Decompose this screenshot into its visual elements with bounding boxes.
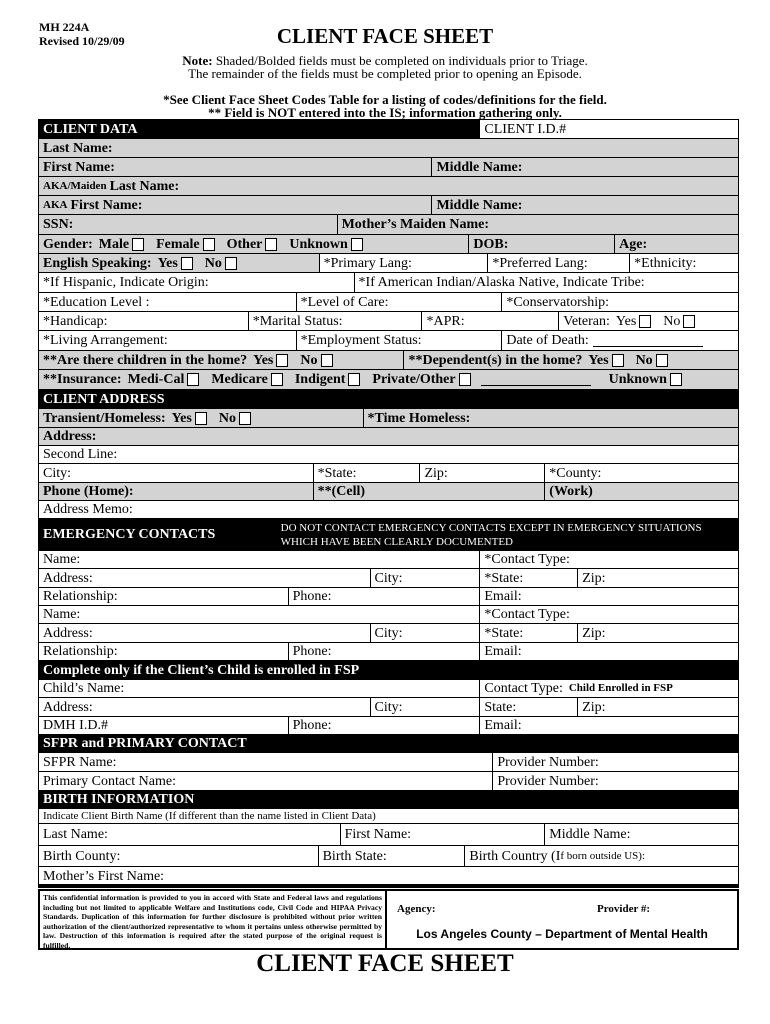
field-label: City:	[374, 625, 403, 641]
option-female[interactable]	[150, 236, 221, 253]
field-apr[interactable]	[422, 312, 559, 330]
form-row	[39, 680, 738, 698]
field-label: Name:	[43, 607, 81, 622]
option-medi-cal[interactable]	[122, 371, 206, 388]
form-row	[39, 483, 738, 501]
field-label: **Insurance:	[43, 372, 122, 387]
field-transient-homeless[interactable]	[39, 409, 364, 427]
field-are-there-children-in-the-home[interactable]	[39, 351, 404, 369]
field-label: Name:	[43, 552, 81, 567]
field-label: **(Cell)	[317, 484, 366, 499]
field-label: Zip:	[582, 625, 606, 641]
field-label: Zip:	[582, 570, 606, 586]
option-label: No	[663, 313, 681, 329]
field-conservatorship[interactable]	[502, 293, 738, 311]
field-state[interactable]	[480, 624, 578, 642]
footer-box	[38, 889, 739, 950]
form-row	[39, 235, 738, 254]
option-label: Other	[226, 236, 263, 252]
option-label: Yes	[588, 352, 609, 368]
field-contact-type[interactable]	[480, 606, 738, 623]
form-row	[39, 446, 738, 464]
field-label: *Conservatorship:	[506, 294, 609, 310]
option-label: No	[204, 255, 222, 271]
section-header-client-data	[39, 120, 480, 138]
option-label: Yes	[157, 255, 178, 271]
section-header-emergency-contacts	[39, 519, 277, 550]
form-row	[39, 331, 738, 351]
option-yes[interactable]	[247, 352, 294, 369]
field-label: Zip:	[582, 699, 606, 715]
checkbox[interactable]	[348, 373, 360, 386]
field-label: Address:	[43, 429, 97, 444]
field-phone[interactable]	[289, 588, 481, 605]
option-yes[interactable]	[582, 352, 629, 369]
option-label: No	[218, 410, 236, 426]
field-last-name[interactable]	[39, 177, 738, 195]
field-ethnicity[interactable]	[630, 254, 738, 272]
field-label: Zip:	[424, 465, 448, 481]
field-label: Birth Country (I	[469, 848, 561, 864]
field-sfpr-name[interactable]	[39, 753, 493, 771]
form-row	[39, 772, 738, 791]
field-indicate-client-birth-name-if-different-than-the-name-listed-in-client-data[interactable]	[39, 809, 738, 823]
checkbox[interactable]	[181, 257, 193, 270]
field-label: Child’s Name:	[43, 681, 125, 696]
checkbox[interactable]	[187, 373, 199, 386]
option-no[interactable]	[657, 313, 701, 330]
field-label: Address:	[43, 625, 93, 641]
form-row	[39, 791, 738, 809]
field-veteran[interactable]	[559, 312, 738, 330]
checkbox[interactable]	[670, 373, 682, 386]
field-employment-status[interactable]	[297, 331, 503, 350]
option-no[interactable]	[199, 255, 243, 272]
field-label: Email:	[484, 589, 522, 604]
field-state[interactable]	[314, 464, 421, 482]
department-name: Los Angeles County – Department of Mental Health	[416, 927, 708, 941]
field-label: Email:	[484, 718, 522, 733]
field-label: *If American Indian/Alaska Native, Indicate Tribe:	[358, 275, 645, 290]
field-child-s-name[interactable]	[39, 680, 480, 697]
form-row	[39, 464, 738, 483]
agency-box	[387, 891, 737, 948]
form-row	[39, 120, 738, 139]
field-handicap[interactable]	[39, 312, 249, 330]
field-label: Mother’s Maiden Name:	[341, 217, 490, 232]
field-client-i-d[interactable]	[480, 120, 738, 138]
field-age[interactable]	[615, 235, 738, 253]
field-label: English Speaking:	[43, 255, 152, 271]
field-if-hispanic-indicate-origin[interactable]	[39, 273, 355, 292]
field-label: Address Memo:	[43, 502, 133, 517]
form-row	[39, 661, 738, 680]
form-row	[39, 569, 738, 588]
field-label: *Employment Status:	[300, 333, 422, 348]
field-zip[interactable]	[578, 698, 738, 716]
option-no[interactable]	[294, 352, 338, 369]
form-row	[39, 177, 738, 196]
form-row	[39, 735, 738, 753]
form-row	[39, 273, 738, 293]
form-row	[39, 428, 738, 446]
field-label: Second Line:	[43, 447, 118, 462]
field-label: State:	[484, 699, 517, 715]
field-label: Date of Death:	[506, 333, 589, 348]
field-label: Last Name:	[109, 178, 180, 194]
field-contact-type[interactable]	[480, 680, 738, 697]
form-row	[39, 643, 738, 661]
field-primary-lang[interactable]	[320, 254, 489, 272]
field-email[interactable]	[480, 588, 738, 605]
checkbox[interactable]	[239, 412, 251, 425]
field-label: Middle Name:	[436, 197, 523, 213]
form-row	[39, 139, 738, 158]
field-label: DO NOT CONTACT EMERGENCY CONTACTS EXCEPT IN EMERGENCY SITUATIONS WHICH HAVE BEEN CLEARLY DOCUMENTED	[280, 521, 702, 548]
bottom-title: CLIENT FACE SHEET	[256, 950, 514, 977]
field-education-level[interactable]	[39, 293, 297, 311]
field-label: Provider Number:	[497, 773, 599, 789]
field-label: *Living Arrangement:	[43, 333, 168, 348]
checkbox[interactable]	[195, 412, 207, 425]
form-row	[39, 293, 738, 312]
form-row	[39, 606, 738, 624]
field-label: *Contact Type:	[484, 607, 570, 622]
field-middle-name[interactable]	[432, 196, 738, 214]
field-label: SSN:	[43, 217, 74, 232]
field-ssn[interactable]	[39, 215, 338, 234]
note-label: Note:	[182, 53, 213, 68]
field-provider-number[interactable]	[493, 753, 738, 771]
field-label: Complete only if the Client’s Child is enrolled in FSP	[43, 662, 360, 678]
checkbox[interactable]	[612, 354, 624, 367]
form-row	[39, 312, 738, 331]
field-work[interactable]	[545, 483, 738, 500]
field-phone-home[interactable]	[39, 483, 314, 500]
field-if-american-indian-alaska-native-indicate-tribe[interactable]	[355, 273, 738, 292]
field-middle-name[interactable]	[545, 824, 738, 845]
field-date-of-death[interactable]	[502, 331, 738, 350]
client-face-sheet-form	[38, 119, 739, 886]
field-label: Phone:	[292, 589, 332, 604]
field-label: Birth State:	[322, 848, 387, 864]
revision-date: Revised 10/29/09	[39, 34, 125, 48]
option-label: Private/Other	[372, 372, 456, 387]
field-label: Email:	[484, 644, 522, 659]
option-label: Unknown	[289, 236, 348, 252]
checkbox[interactable]	[459, 373, 471, 386]
field-zip[interactable]	[578, 569, 738, 587]
field-last-name[interactable]	[39, 824, 341, 845]
field-address[interactable]	[39, 698, 371, 716]
field-level-of-care[interactable]	[297, 293, 503, 311]
field-label: *State:	[484, 625, 524, 641]
field-name[interactable]	[39, 606, 480, 623]
field-label: Middle Name:	[436, 159, 523, 175]
form-row	[39, 215, 738, 235]
field-suffix: Child Enrolled in FSP	[568, 682, 673, 694]
checkbox[interactable]	[203, 238, 215, 251]
field-label: Birth County:	[43, 848, 121, 864]
option-male[interactable]	[93, 236, 150, 253]
form-row	[39, 390, 738, 409]
checkbox[interactable]	[351, 238, 363, 251]
field-city[interactable]	[371, 698, 481, 716]
field-label: First Name:	[344, 827, 412, 842]
field-label: **Dependent(s) in the home?	[408, 352, 583, 368]
field-label: Contact Type:	[484, 681, 563, 696]
field-last-name[interactable]	[39, 139, 738, 157]
option-no[interactable]	[630, 352, 674, 369]
option-yes[interactable]	[152, 255, 199, 272]
field-label: CLIENT DATA	[43, 121, 138, 137]
section-header-do-not-contact-emergency-contacts-except-in-emergency-situations-which-have-been-clearly-documented	[277, 519, 738, 550]
field-label: *Handicap:	[43, 313, 108, 329]
field-label: Gender:	[43, 236, 93, 252]
section-header-complete-only-if-the-client-s-child-is-enrolled-in-fsp	[39, 661, 738, 679]
field-label: Relationship:	[43, 589, 118, 604]
field-relationship[interactable]	[39, 643, 289, 660]
agency-field[interactable]: Agency:	[397, 903, 436, 915]
divider	[38, 884, 739, 888]
field-zip[interactable]	[578, 624, 738, 642]
field-contact-type[interactable]	[480, 551, 738, 568]
field-county[interactable]	[545, 464, 738, 482]
field-label: *Marital Status:	[252, 313, 343, 329]
field-label: *Education Level :	[43, 294, 150, 310]
field-label: Phone (Home):	[43, 484, 134, 499]
option-medicare[interactable]	[205, 371, 289, 388]
field-primary-contact-name[interactable]	[39, 772, 493, 790]
field-label: Indicate Client Birth Name (If different than the name listed in Client Data)	[43, 809, 376, 822]
blank-line-field[interactable]	[481, 374, 591, 386]
option-no[interactable]	[213, 410, 257, 427]
option-label: Indigent	[294, 372, 346, 387]
form-row	[39, 588, 738, 606]
option-label: Unknown	[608, 372, 667, 387]
field-address[interactable]	[39, 428, 738, 445]
field-label: CLIENT I.D.#	[484, 121, 567, 137]
form-row	[39, 867, 738, 885]
codes-note: *See Client Face Sheet Codes Table for a listing of codes/definitions for the field.	[163, 92, 607, 107]
field-label: Last Name:	[43, 140, 113, 156]
field-label: Address:	[43, 699, 93, 715]
field-label: *State:	[484, 570, 524, 586]
note-line-2: The remainder of the fields must be completed prior to opening an Episode.	[188, 66, 582, 81]
field-second-line[interactable]	[39, 446, 738, 463]
option-label: Yes	[171, 410, 192, 426]
field-label: *If Hispanic, Indicate Origin:	[43, 275, 209, 290]
checkbox[interactable]	[276, 354, 288, 367]
field-label: City:	[43, 465, 72, 481]
option-unknown[interactable]	[603, 371, 688, 388]
provider-number-field[interactable]: Provider #:	[597, 903, 651, 915]
blank-line-field[interactable]	[593, 335, 703, 347]
form-number: MH 224A	[39, 20, 90, 34]
field-gender[interactable]	[39, 235, 469, 253]
field-middle-name[interactable]	[432, 158, 738, 176]
field-provider-number[interactable]	[493, 772, 738, 790]
field-name[interactable]	[39, 551, 480, 568]
field-relationship[interactable]	[39, 588, 289, 605]
field-city[interactable]	[371, 624, 481, 642]
field-label: *APR:	[426, 313, 465, 329]
field-mother-s-first-name[interactable]	[39, 867, 738, 885]
field-preferred-lang[interactable]	[488, 254, 630, 272]
field-label: DOB:	[473, 236, 509, 252]
field-label: Mother’s First Name:	[43, 868, 165, 884]
field-label: *Primary Lang:	[323, 255, 412, 271]
field-label: SFPR and PRIMARY CONTACT	[43, 736, 247, 751]
field-dob[interactable]	[469, 235, 615, 253]
option-yes[interactable]	[166, 410, 213, 427]
option-indigent[interactable]	[289, 371, 367, 388]
field-label: First Name:	[70, 197, 143, 213]
is-note: ** Field is NOT entered into the IS; information gathering only.	[208, 105, 562, 120]
field-phone[interactable]	[289, 643, 481, 660]
option-label: Yes	[253, 352, 274, 368]
confidentiality-notice: This confidential information is provided to you in accord with State and Federal laws and regulations including but not limited to applicable Welfare and Institutions code, Civil Code and HIPAA Privacy Standards. Duplication of this information for further disclosure is prohibited without prior written authorization of the client/authorized representative to whom it pertains unless otherwise permitted by law. Destruction of this information is required after the stated purpose of the original request is fulfilled.	[40, 891, 387, 948]
field-label: *Level of Care:	[300, 294, 389, 310]
form-row	[39, 717, 738, 735]
section-header-birth-information	[39, 791, 738, 808]
field-label: CLIENT ADDRESS	[43, 391, 165, 407]
form-row	[39, 824, 738, 846]
section-header-sfpr-and-primary-contact	[39, 735, 738, 752]
field-label: BIRTH INFORMATION	[43, 792, 195, 807]
field-label: First Name:	[43, 159, 115, 175]
field-label: Phone:	[292, 644, 332, 659]
field-label: *Time Homeless:	[367, 410, 471, 426]
field-label: Transient/Homeless:	[43, 410, 166, 426]
option-label: No	[635, 352, 653, 368]
option-label: Yes	[615, 313, 637, 329]
field-city[interactable]	[371, 569, 481, 587]
form-row	[39, 551, 738, 569]
field-birth-county[interactable]	[39, 846, 319, 866]
field-address[interactable]	[39, 624, 371, 642]
field-first-name[interactable]	[39, 158, 432, 176]
field-label: **Are there children in the home?	[43, 352, 248, 368]
option-yes[interactable]	[610, 313, 657, 330]
field-address[interactable]	[39, 569, 371, 587]
field-label: Age:	[619, 236, 648, 252]
field-label: Primary Contact Name:	[43, 773, 176, 789]
page-title: CLIENT FACE SHEET	[276, 24, 494, 48]
field-email[interactable]	[480, 643, 738, 660]
field-living-arrangement[interactable]	[39, 331, 297, 350]
checkbox[interactable]	[265, 238, 277, 251]
checkbox[interactable]	[321, 354, 333, 367]
field-label: DMH I.D.#	[43, 718, 108, 733]
field-label: *County:	[549, 465, 602, 481]
field-label: EMERGENCY CONTACTS	[43, 527, 216, 542]
field-insurance[interactable]	[39, 370, 738, 389]
field-birth-country-i[interactable]	[465, 846, 738, 866]
section-header-client-address	[39, 390, 738, 408]
form-row	[39, 254, 738, 273]
checkbox[interactable]	[271, 373, 283, 386]
field-email[interactable]	[480, 717, 738, 734]
field-city[interactable]	[39, 464, 314, 482]
field-label: SFPR Name:	[43, 754, 117, 770]
field-label: Phone:	[292, 718, 332, 733]
field-dmh-i-d[interactable]	[39, 717, 289, 734]
field-label: Middle Name:	[549, 827, 631, 842]
form-row	[39, 351, 738, 370]
field-first-name[interactable]	[39, 196, 432, 214]
field-label: *Preferred Lang:	[492, 255, 588, 271]
field-label: Relationship:	[43, 644, 118, 659]
option-label: Medicare	[211, 372, 268, 387]
field-address-memo[interactable]	[39, 501, 738, 518]
checkbox[interactable]	[639, 315, 651, 328]
field-label: Veteran:	[563, 313, 610, 329]
form-row	[39, 846, 738, 867]
field-zip[interactable]	[420, 464, 545, 482]
checkbox[interactable]	[132, 238, 144, 251]
field-prefix: AKA/Maiden	[43, 179, 107, 192]
form-row	[39, 519, 738, 551]
field-first-name[interactable]	[341, 824, 546, 845]
option-label: Male	[98, 236, 130, 252]
option-other[interactable]	[221, 236, 284, 253]
checkbox[interactable]	[656, 354, 668, 367]
form-row	[39, 624, 738, 643]
option-label: No	[300, 352, 318, 368]
note-text-1: Shaded/Bolded fields must be completed on individuals prior to Triage.	[215, 53, 588, 68]
field-birth-state[interactable]	[319, 846, 466, 866]
field-state[interactable]	[480, 569, 578, 587]
option-private-other[interactable]	[366, 371, 476, 388]
field-label: Provider Number:	[497, 754, 599, 770]
field-label: *State:	[317, 465, 357, 481]
form-row	[39, 753, 738, 772]
field-prefix: AKA	[43, 198, 68, 211]
checkbox[interactable]	[225, 257, 237, 270]
field-label: *Contact Type:	[484, 552, 570, 567]
field-label: (Work)	[549, 484, 593, 499]
field-dependent-s-in-the-home[interactable]	[404, 351, 738, 369]
option-label: Female	[156, 236, 200, 252]
field-label: City:	[374, 699, 403, 715]
field-state[interactable]	[480, 698, 578, 716]
field-label: City:	[374, 570, 403, 586]
form-row	[39, 158, 738, 177]
field-label: Address:	[43, 570, 93, 586]
field-english-speaking[interactable]	[39, 254, 320, 272]
form-row	[39, 698, 738, 717]
field-suffix: f born outside US):	[560, 849, 646, 862]
form-row	[39, 196, 738, 215]
form-row	[39, 809, 738, 824]
form-row	[39, 370, 738, 390]
field-phone[interactable]	[289, 717, 481, 734]
form-row	[39, 501, 738, 519]
field-label: Last Name:	[43, 827, 108, 842]
field-cell[interactable]	[314, 483, 546, 500]
checkbox[interactable]	[683, 315, 695, 328]
field-marital-status[interactable]	[249, 312, 423, 330]
option-unknown[interactable]	[283, 236, 368, 253]
option-label: Medi-Cal	[127, 372, 185, 387]
field-label: *Ethnicity:	[634, 255, 697, 271]
field-time-homeless[interactable]	[364, 409, 738, 427]
field-mother-s-maiden-name[interactable]	[338, 215, 738, 234]
form-row	[39, 409, 738, 428]
